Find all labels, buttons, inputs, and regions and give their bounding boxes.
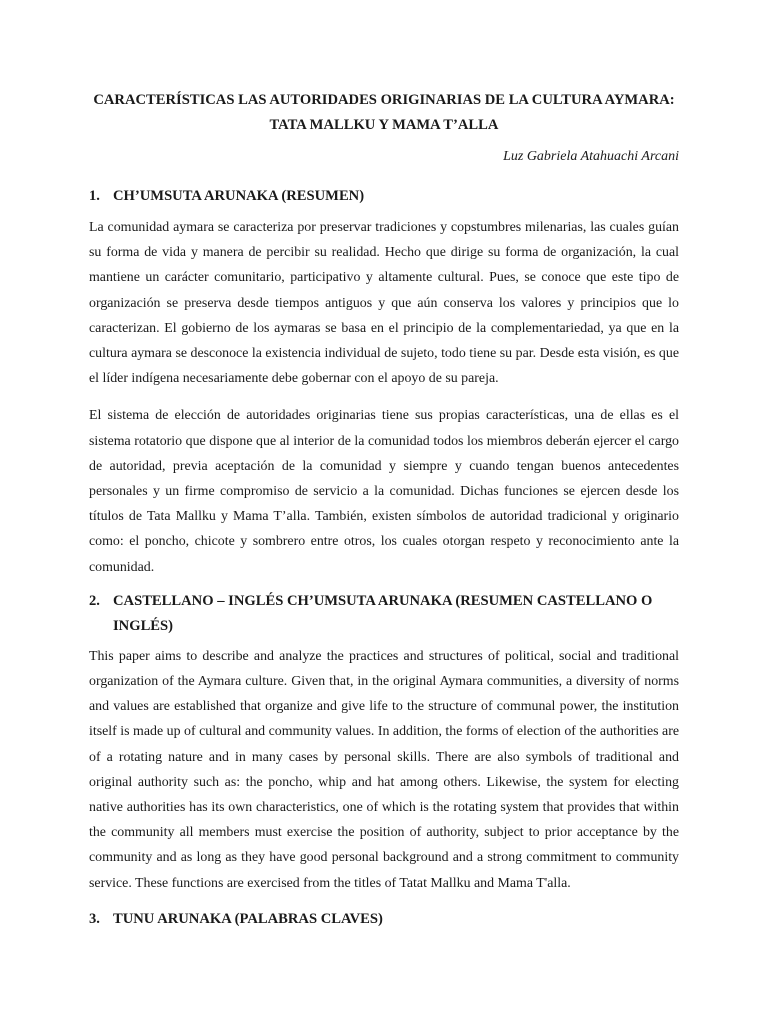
section-title: TUNU ARUNAKA (PALABRAS CLAVES) xyxy=(113,910,383,927)
document-body xyxy=(89,88,679,932)
section-number: 3. xyxy=(89,910,100,927)
section-number: 1. xyxy=(89,188,100,204)
paragraph-resumen-1: La comunidad aymara se caracteriza por preservar tradiciones y copstumbres milenarias, las cuales guían su forma de vida y manera de percibir su realidad. Hecho que dirige su forma de organización, la cual mantiene un carácter comunitario, participativo y altamente cultural. Pues, se conoce que este tipo de organización se preserva desde tiempos antiguos y que aún conserva los valores y principios que lo caracterizan. El gobierno de los aymaras se basa en el principio de la complementariedad, ya que en la cultura aymara se desconoce la existencia individual de sujeto, todo tiene su par. Desde esta visión, es que el líder indígena necesariamente debe gobernar con el apoyo de su pareja. xyxy=(89,220,679,387)
author-name: Luz Gabriela Atahuachi Arcani xyxy=(503,149,679,164)
section-title: CASTELLANO – INGLÉS CH’UMSUTA ARUNAKA (RESUMEN CASTELLANO O INGLÉS) xyxy=(113,592,653,634)
section-title: CH’UMSUTA ARUNAKA (RESUMEN) xyxy=(113,188,365,204)
section-heading-2 xyxy=(89,589,679,639)
paragraph-abstract: This paper aims to describe and analyze the practices and structures of political, social and traditional organization of the Aymara culture. Given that, in the original Aymara communities, a diversity of norms and values are established that organize and give life to the structure of communal power, the institution itself is made up of cultural and community values. In addition, the forms of election of the authorities are of a rotating nature and in many cases by personal skills. There are also symbols of traditional and original authority such as: the poncho, whip and hat among others. Likewise, the system for electing native authorities has its own characteristics, one of which is the rotating system that provides that within the community all members must exercise the position of authority, subject to prior acceptance by the community and as long as they have good personal background and a strong commitment to community service. These functions are exercised from the titles of Tatat Mallku and Mama T'alla. xyxy=(89,648,679,891)
section-number: 2. xyxy=(89,592,100,609)
section-heading-3 xyxy=(89,907,679,932)
section-heading-1 xyxy=(89,184,679,209)
document-title-line-1: CARACTERÍSTICAS LAS AUTORIDADES ORIGINARIAS DE LA CULTURA AYMARA: xyxy=(93,92,675,108)
document-title-line-2: TATA MALLKU Y MAMA T’ALLA xyxy=(269,117,499,133)
paragraph-resumen-2: El sistema de elección de autoridades originarias tiene sus propias características, una de ellas es el sistema rotatorio que dispone que al interior de la comunidad todos los miembros deberán ejercer el cargo de autoridad, previa aceptación de la comunidad y siempre y cuando tengan buenos antecedentes personales y un firme compromiso de servicio a la comunidad. Dichas funciones se ejercen desde los títulos de Tata Mallku y Mama T’alla. También, existen símbolos de autoridad tradicional y originario como: el poncho, chicote y sombrero entre otros, los cuales otorgan respeto y reconocimiento ante la comunidad. xyxy=(89,408,679,575)
